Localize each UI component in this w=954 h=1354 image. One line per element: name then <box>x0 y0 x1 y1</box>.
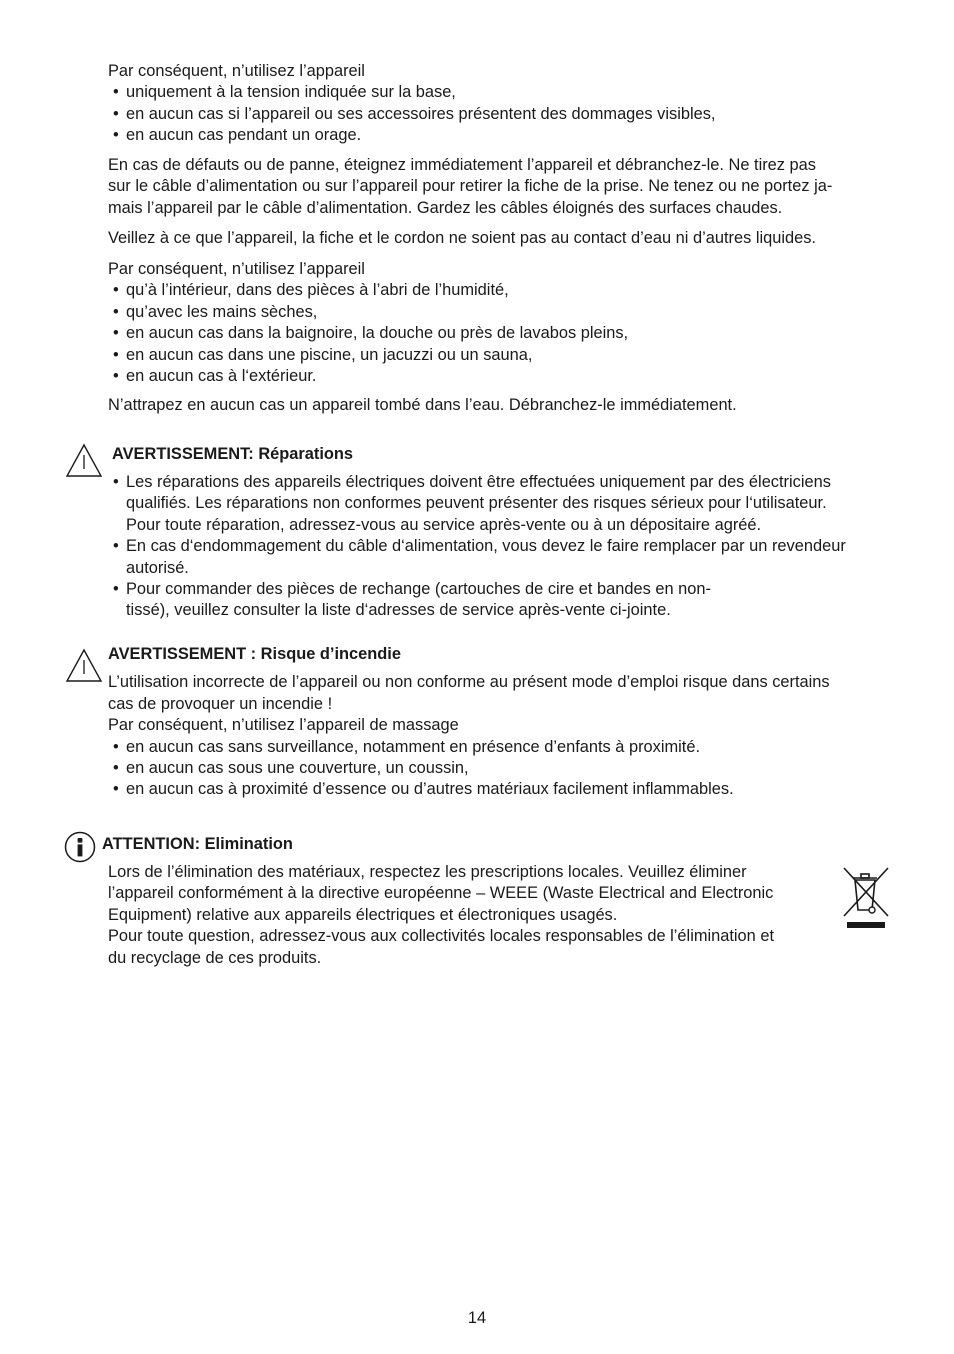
info-circle-icon <box>64 831 96 863</box>
attention-disposal-title <box>102 834 892 855</box>
text-line: L’utilisation incorrecte de l’appareil ou non conforme au présent mode d’emploi risque dans certains <box>108 673 830 692</box>
bullet-list <box>108 472 898 622</box>
text-line: cas de provoquer un incendie ! <box>108 694 333 713</box>
text-line: Pour commander des pièces de rechange (cartouches de cire et bandes en non- <box>126 580 711 599</box>
list-item: • en aucun cas dans une piscine, un jacuzzi ou un sauna, <box>108 345 898 366</box>
text-line: Pour toute question, adressez-vous aux collectivités locales responsables de l’élimination et <box>108 927 775 946</box>
usage-conditions-1 <box>108 61 898 147</box>
warning-triangle-icon <box>65 648 103 683</box>
text-line: qualifiés. Les réparations non conformes peuvent présenter des risques sérieux pour l‘utilisateur. <box>126 494 827 513</box>
text-line: En cas d‘endommagement du câble d‘alimentation, vous devez le faire remplacer par un revendeur <box>126 537 846 556</box>
text-line: Pour toute réparation, adressez-vous au service après-vente ou à un dépositaire agréé. <box>126 515 762 534</box>
text-line: sur le câble d’alimentation ou sur l’appareil pour retirer la fiche de la prise. Ne tenez ou ne portez ja- <box>108 177 833 196</box>
text-line: En cas de défauts ou de panne, éteignez immédiatement l’appareil et débranchez-le. Ne tirez pas <box>108 156 816 174</box>
bullet-list <box>108 82 898 146</box>
list-item: • en aucun cas sans surveillance, notamment en présence d’enfants à proximité. <box>108 737 898 758</box>
crossed-out-wheelie-bin-icon <box>842 866 890 930</box>
usage-conditions-2 <box>108 259 898 387</box>
text-line: N’attrapez en aucun cas un appareil tombé dans l’eau. Débranchez-le immédiatement. <box>108 396 737 414</box>
text-line: Equipment) relative aux appareils électriques et électroniques usagés. <box>108 905 618 924</box>
text-line: Par conséquent, n’utilisez l’appareil de massage <box>108 716 459 735</box>
list-item: • qu’avec les mains sèches, <box>108 302 898 323</box>
defects-paragraph <box>108 155 898 219</box>
list-item: • en aucun cas à proximité d’essence ou d’autres matériaux facilement inflammables. <box>108 779 898 800</box>
section-heading: ATTENTION: Elimination <box>102 835 293 853</box>
section-intro: Par conséquent, n’utilisez l’appareil <box>108 260 365 278</box>
text-line: Les réparations des appareils électriques doivent être effectuées uniquement par des électriciens <box>126 473 831 491</box>
water-paragraph <box>108 228 898 249</box>
page-number: 14 <box>467 1309 487 1327</box>
list-item: • en aucun cas pendant un orage. <box>108 125 898 146</box>
list-item: • uniquement à la tension indiquée sur la base, <box>108 82 898 103</box>
section-heading: AVERTISSEMENT: Réparations <box>112 445 354 463</box>
text-line: Veillez à ce que l’appareil, la fiche et le cordon ne soient pas au contact d’eau ni d’autres liquides. <box>108 229 816 247</box>
list-item: • en aucun cas si l’appareil ou ses accessoires présentent des dommages visibles, <box>108 104 898 125</box>
warning-repairs-list <box>108 472 898 622</box>
list-item <box>108 579 898 622</box>
list-item: • qu’à l’intérieur, dans des pièces à l’abri de l’humidité, <box>108 280 898 301</box>
list-item: • en aucun cas dans la baignoire, la douche ou près de lavabos pleins, <box>108 323 898 344</box>
fallen-device-paragraph <box>108 395 898 416</box>
bullet-list <box>108 737 898 801</box>
section-intro: Par conséquent, n’utilisez l’appareil <box>108 62 365 80</box>
text-line: mais l’appareil par le câble d’alimentation. Gardez les câbles éloignés des surfaces chaudes. <box>108 198 783 217</box>
list-item: • en aucun cas sous une couverture, un coussin, <box>108 758 898 779</box>
text-line: tissé), veuillez consulter la liste d‘adresses de service après-vente ci-jointe. <box>126 601 671 620</box>
section-heading: AVERTISSEMENT : Risque d’incendie <box>108 645 401 663</box>
warning-triangle-icon <box>65 443 103 478</box>
text-line: Lors de l’élimination des matériaux, respectez les prescriptions locales. Veuillez éliminer <box>108 863 747 881</box>
attention-disposal-text <box>108 862 838 969</box>
list-item <box>108 536 898 579</box>
text-line: l’appareil conformément à la directive européenne – WEEE (Waste Electrical and Electronic <box>108 884 774 903</box>
warning-repairs-title <box>112 444 902 465</box>
bullet-list <box>108 280 898 387</box>
text-line: autorisé. <box>126 558 189 577</box>
list-item <box>108 472 898 536</box>
text-line: du recyclage de ces produits. <box>108 948 322 967</box>
warning-fire <box>108 644 898 801</box>
list-item: • en aucun cas à l‘extérieur. <box>108 366 898 387</box>
